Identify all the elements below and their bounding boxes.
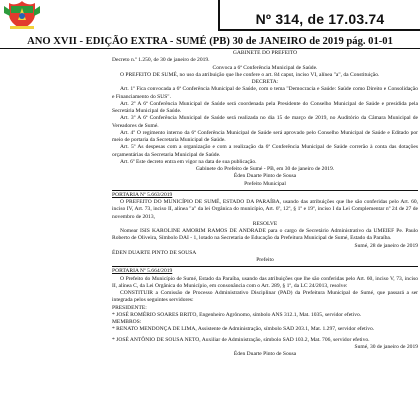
portaria-2-number: PORTARIA Nº 5.664/2019	[112, 268, 173, 275]
law-number-box	[218, 0, 420, 31]
decree-header: GABINETE DO PREFEITO	[232, 50, 298, 56]
decree-summary: Convoca a 6ª Conferência Municipal de Saúde.	[212, 64, 318, 71]
decree-article-1: Art. 1º Fica convocada a 6ª Conferência Municipal de Saúde, com o tema "Democracia e Saúde: Saúde como Direito e Consolidação e Financiamento do SUS".	[112, 86, 418, 100]
portaria-2-presidente-label: PRESIDENTE:	[112, 304, 147, 311]
decree-article-3: Art. 3º A 6ª Conferência Municipal de Saúde será realizada no dia 15 de março de 2019, no Auditório da Câmara Municipal de Vereadores de Sumé.	[112, 115, 418, 129]
decree-article-6: Art. 6º Este decreto entra em vigor na data de sua publicação.	[120, 158, 257, 165]
portaria-2-constituir: CONSTITUIR a Comissão de Processo Administrativo Disciplinar (PAD) da Prefeitura Municipal de Sumé, que passará a ser integrada pelos seguintes servidores:	[112, 290, 418, 304]
portaria-1-resolve: RESOLVE	[252, 220, 278, 227]
portaria-2-date: Sumé, 30 de janeiro de 2019	[354, 343, 418, 350]
edition-line: ANO XVII - EDIÇÃO EXTRA - SUMÉ (PB) 30 de JANEIRO de 2019 pág. 01-01	[0, 36, 420, 49]
portaria-2-membro-1: * RENATO MENDONÇA DE LIMA, Assistente de Administração, símbolo SAD 203.1, Mat. 1.297, servidor efetivo.	[112, 326, 375, 333]
portaria-2-preamble: O Prefeito do Município de Sumé, Estado da Paraíba, usando das atribuições que lhe são conferidas pelo Art. 60, inciso V, 73, inciso II, alínea C, da Lei Orgânica do Município, em consonância com o Art. 289, § 1º, da LC 24/2013, resolve:	[112, 275, 418, 289]
gazette-content	[112, 50, 418, 358]
section-divider	[112, 266, 418, 267]
municipal-coat-of-arms-icon	[2, 0, 42, 30]
portaria-1-preamble: O PREFEITO DO MUNICÍPIO DE SUMÉ, ESTADO DA PARAÍBA, usando das atribuições que lhe são conferidas pelo Art. 60, inciso IV, Art. 73, inciso II, alínea "a" da lei Orgânica do município, Art. 6º, 12º, § 1º e 19º, inciso I da Lei Complementar nº 24 de 27 de novembro de 2013,	[112, 199, 418, 220]
portaria-2-membro-2: * JOSÉ ANTÔNIO DE SOUSA NETO, Auxiliar de Administração, símbolo SAD 103.2, Mat. 706, servidor efetivo.	[112, 336, 370, 343]
decree-preamble: O PREFEITO DE SUMÉ, no uso da atribuição que lhe confere o art. 84 caput, inciso VI, alínea "a", da Constituição.	[120, 71, 380, 78]
decree-article-5: Art. 5º As despesas com a organização e com a realização da 6ª Conferência Municipal de Saúde correrão à conta das dotações orçamentárias da Secretaria Municipal de Saúde.	[112, 144, 418, 158]
portaria-1-number: PORTARIA Nº 5.663/2019	[112, 191, 173, 198]
portaria-2-membros-label: MEMBROS:	[112, 319, 142, 325]
portaria-2-presidente: * JOSÉ ROMÉRIO SOARES BRITO, Engenheiro Agrônomo, símbolo ANS 312.1, Mat. 1035, servidor efetivo.	[112, 311, 362, 318]
portaria-1-body: Nomear ISIS KAROLINE AMORIM RAMOS DE ANDRADE para o cargo de Secretário Administrativo da UMEIEF Pe. Paulo Roberto de Oliveira, Símbolo DAI - 1, lotado na Secretaria de Educação da Prefeitura Municipal de Sumé, Estado da Paraíba.	[112, 228, 418, 242]
decree-number: Decreto n.º 1.250, de 30 de janeiro de 2019.	[112, 57, 210, 64]
portaria-1-signer: ÉDEN DUARTE PINTO DE SOUSA	[112, 249, 197, 256]
portaria-1-signer-role: Prefeito	[256, 257, 274, 263]
portaria-1-date: Sumé, 28 de janeiro de 2019	[354, 242, 418, 249]
decree-article-4: Art. 4º O regimento interno da 6ª Conferência Municipal de Saúde será aprovado pelo Conselho Municipal de Saúde e Editado por meio de portaria da Secretaria Municipal de Saúde.	[112, 129, 418, 143]
section-divider	[112, 190, 418, 191]
decree-signer: Éden Duarte Pinto de Sousa	[233, 173, 297, 180]
decree-closing: Gabinete do Prefeito de Sumé - PB, em 30 de janeiro de 2019.	[195, 166, 335, 172]
decree-signer-role: Prefeito Municipal	[244, 180, 286, 187]
law-number: Nº 314, de 17.03.74	[255, 11, 385, 27]
decree-decreta: DECRETA:	[251, 79, 279, 85]
decree-article-2: Art. 2º A 6ª Conferência Municipal de Saúde será coordenada pela Presidente do Conselho Municipal de Saúde e presidida pela Secretária Municipal de Saúde.	[112, 100, 418, 114]
portaria-2-signer: Éden Duarte Pinto de Sousa	[233, 351, 297, 357]
